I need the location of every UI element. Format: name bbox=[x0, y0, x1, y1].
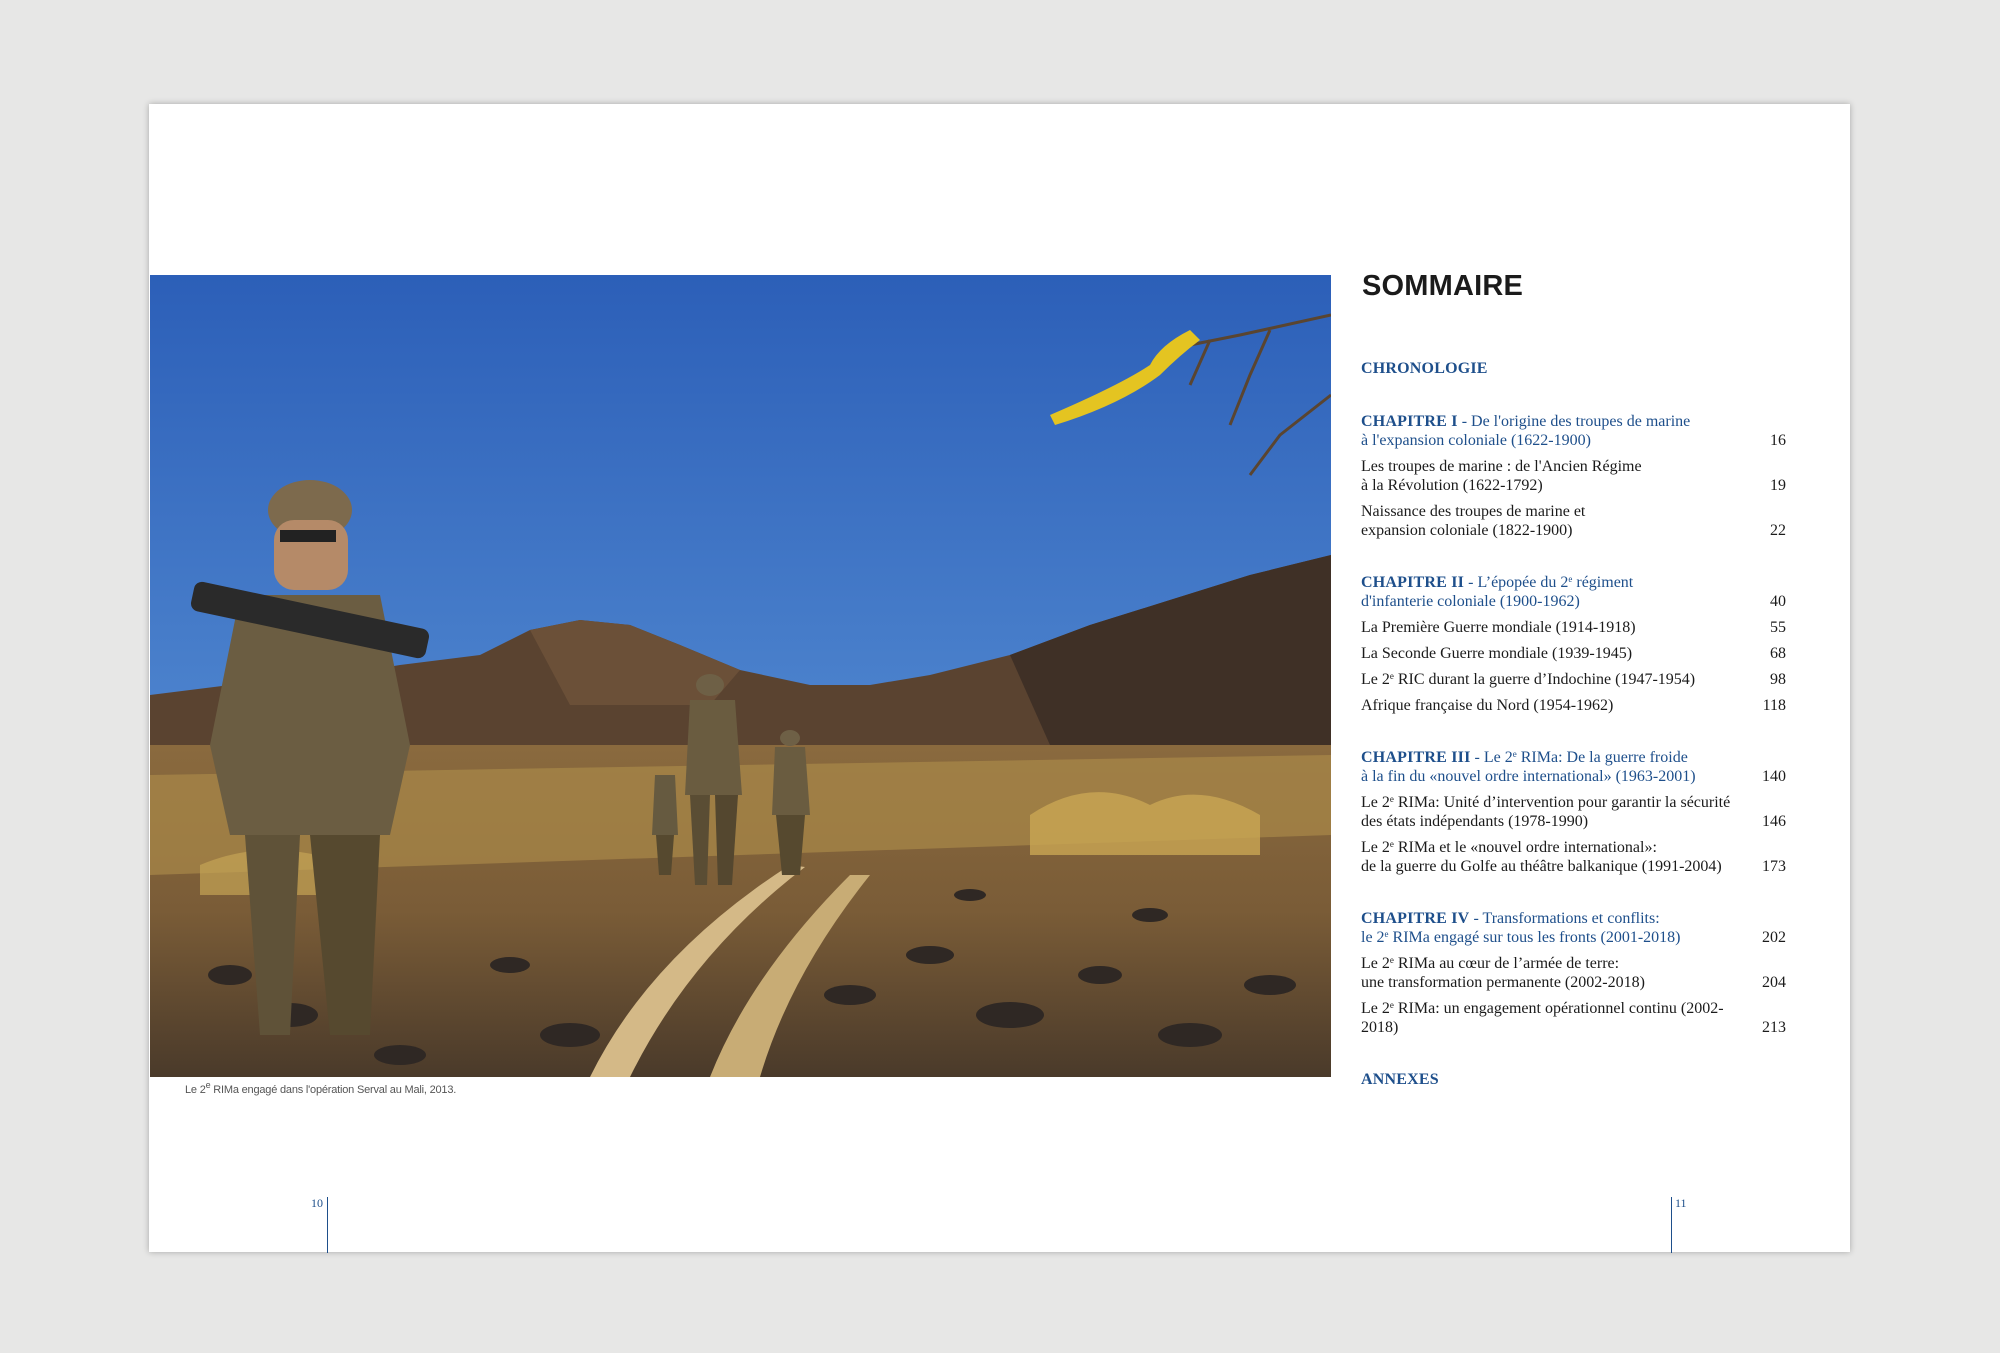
toc-title: SOMMAIRE bbox=[1362, 270, 1524, 302]
toc-page-number: 173 bbox=[1762, 858, 1786, 875]
table-of-contents bbox=[1361, 359, 1786, 1089]
toc-annexes: ANNEXES bbox=[1361, 1071, 1439, 1088]
folio-left-rule bbox=[327, 1197, 328, 1253]
toc-entry: Naissance des troupes de marine et expansion coloniale (1822-1900) 22 bbox=[1361, 503, 1786, 539]
photo-illustration bbox=[150, 275, 1331, 1077]
toc-page-number: 118 bbox=[1762, 697, 1786, 714]
photo-soldiers-desert bbox=[150, 275, 1331, 1077]
toc-chapter-2 bbox=[1361, 573, 1786, 715]
toc-page-number: 204 bbox=[1762, 974, 1786, 991]
toc-entry: Le 2e RIC durant la guerre d’Indochine (1947-1954) 98 bbox=[1361, 671, 1786, 688]
book-spread bbox=[149, 104, 1850, 1252]
folio-right-rule bbox=[1671, 1197, 1672, 1253]
toc-page-number: 140 bbox=[1762, 768, 1786, 785]
toc-entry: La Première Guerre mondiale (1914-1918) 55 bbox=[1361, 619, 1786, 636]
toc-page-number: 98 bbox=[1770, 671, 1786, 688]
toc-entry: Le 2e RIMa: un engagement opérationnel continu (2002-2018) 213 bbox=[1361, 1000, 1786, 1036]
toc-chapter-heading: CHAPITRE III - Le 2e RIMa: De la guerre froide à la fin du «nouvel ordre international» (1963-2001) 140 bbox=[1361, 749, 1786, 785]
toc-page-number: 19 bbox=[1770, 477, 1786, 494]
toc-entry: La Seconde Guerre mondiale (1939-1945) 68 bbox=[1361, 645, 1786, 662]
toc-page-number: 68 bbox=[1770, 645, 1786, 662]
toc-chapter-3 bbox=[1361, 748, 1786, 876]
toc-page-number: 213 bbox=[1762, 1019, 1786, 1036]
toc-entry: Afrique française du Nord (1954-1962) 118 bbox=[1361, 697, 1786, 714]
photo-caption: Le 2e RIMa engagé dans l'opération Serval au Mali, 2013. bbox=[185, 1080, 457, 1096]
folio-right: 11 bbox=[1675, 1196, 1687, 1210]
folio-left: 10 bbox=[311, 1196, 323, 1210]
toc-chronologie: CHRONOLOGIE bbox=[1361, 360, 1488, 377]
toc-page-number: 22 bbox=[1770, 522, 1786, 539]
toc-entry: Le 2e RIMa au cœur de l’armée de terre: une transformation permanente (2002-2018) 204 bbox=[1361, 955, 1786, 991]
toc-entry: Les troupes de marine : de l'Ancien Régime à la Révolution (1622-1792) 19 bbox=[1361, 458, 1786, 494]
toc-chapter-heading: CHAPITRE I - De l'origine des troupes de marine à l'expansion coloniale (1622-1900) 16 bbox=[1361, 413, 1786, 449]
toc-page-number: 202 bbox=[1762, 929, 1786, 946]
toc-page-number: 146 bbox=[1762, 813, 1786, 830]
toc-chapter-heading: CHAPITRE IV - Transformations et conflits: le 2e RIMa engagé sur tous les fronts (2001-2018) 202 bbox=[1361, 910, 1786, 946]
toc-page-number: 16 bbox=[1770, 432, 1786, 449]
toc-chapter-4 bbox=[1361, 909, 1786, 1037]
toc-entry: Le 2e RIMa et le «nouvel ordre international»: de la guerre du Golfe au théâtre balkanique (1991-2004) 173 bbox=[1361, 839, 1786, 875]
toc-chapter-heading: CHAPITRE II - L’épopée du 2e régiment d'infanterie coloniale (1900-1962) 40 bbox=[1361, 574, 1786, 610]
toc-chapter-1 bbox=[1361, 412, 1786, 540]
toc-entry: Le 2e RIMa: Unité d’intervention pour garantir la sécurité des états indépendants (1978-1990) 146 bbox=[1361, 794, 1786, 830]
toc-page-number: 55 bbox=[1770, 619, 1786, 636]
toc-page-number: 40 bbox=[1770, 593, 1786, 610]
